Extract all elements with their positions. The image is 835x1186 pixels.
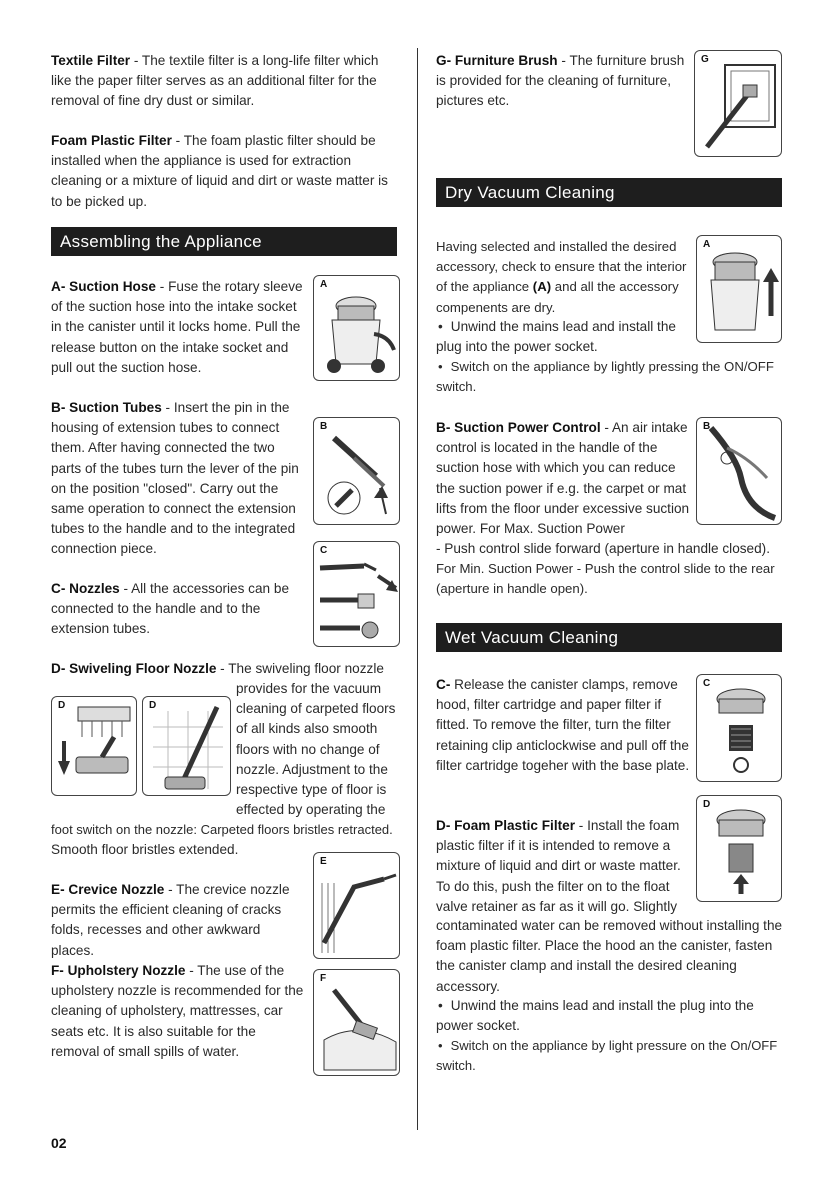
floor-nozzle-tail-1: foot switch on the nozzle: Carpeted floors bristles retracted. — [51, 822, 393, 837]
upholstery-nozzle-sep: - — [185, 963, 198, 978]
figure-a-label: A — [320, 279, 328, 290]
foam-filter-title: Foam Plastic Filter — [51, 133, 172, 148]
wet-d-paragraph — [436, 816, 690, 917]
floor-nozzle-line1: The swiveling floor nozzle — [228, 661, 384, 676]
wet-bullet-2-wrap — [436, 1036, 786, 1076]
figure-d1-floor-nozzle — [51, 696, 137, 796]
foam-filter-paragraph — [51, 131, 401, 212]
foam-filter-sep: - — [171, 133, 184, 148]
figure-b-power-control — [696, 417, 782, 525]
furniture-brush-body: The furniture brush is provided for the cleaning of furniture, pictures etc. — [436, 53, 685, 109]
figure-d-right-label: D — [703, 799, 711, 810]
figure-a-right-label: A — [703, 239, 711, 250]
crevice-nozzle-sep: - — [164, 882, 177, 897]
dry-bullet-1: • Unwind the mains lead and install the plug into the power socket. — [436, 319, 676, 354]
suction-tubes-sep: - — [161, 400, 174, 415]
dry-bullet-2-wrap — [436, 357, 786, 397]
power-control-title: B- Suction Power Control — [436, 420, 601, 435]
power-control-tail-1: - Push control slide forward (aperture in handle closed). — [436, 541, 770, 556]
crevice-nozzle-illustration — [314, 853, 401, 960]
figure-g-furniture-brush — [694, 50, 782, 157]
floor-nozzle-sep: - — [216, 661, 229, 676]
foam-filter-body: The foam plastic filter should be installed when the appliance is used for extraction cleaning or a mixture of liquid and dirt or waste matter is to be picked up. — [51, 133, 388, 209]
floor-nozzle-bristles-illustration — [52, 697, 138, 797]
figure-d2-floor-nozzle — [142, 696, 231, 796]
wet-bullet-1-wrap — [436, 996, 786, 1036]
suction-hose-sep: - — [155, 279, 169, 294]
column-divider — [417, 48, 418, 1130]
hose-handle-illustration — [697, 418, 783, 526]
filter-cartridge-removal-illustration — [697, 675, 783, 783]
furniture-brush-paragraph — [436, 51, 688, 112]
textile-filter-sep: - — [130, 53, 142, 68]
suction-hose-body: Fuse the rotary sleeve of the suction hose into the intake socket in the canister until it locks home. Pull the release button on the intake socket and pull out the suction hose. — [51, 279, 303, 375]
figure-a-dry-vacuum — [696, 235, 782, 343]
foam-filter-install-illustration — [697, 796, 783, 903]
vacuum-canister-open-illustration — [697, 236, 783, 344]
nozzles-paragraph — [51, 579, 307, 640]
figure-b-suction-tubes — [313, 417, 400, 525]
floor-nozzle-heading-line — [51, 659, 401, 679]
wet-d-sep: - — [575, 818, 588, 833]
dry-intro-pre: Having selected and installed the desired accessory, check to ensure that the interior of the appliance — [436, 239, 687, 295]
figure-d-wet — [696, 795, 782, 902]
figure-b-right-label: B — [703, 421, 711, 432]
suction-hose-paragraph — [51, 277, 307, 378]
suction-tubes-title: B- Suction Tubes — [51, 400, 162, 415]
dry-intro-paragraph — [436, 237, 688, 318]
wet-d-body: Install the foam plastic filter if it is intended to remove a mixture of liquid and dirt or waste matter. To do this, push the filter on to the float valve retainer as far as it will go. Slightly — [436, 818, 681, 914]
figure-b-label: B — [320, 421, 328, 432]
suction-hose-title: A- Suction Hose — [51, 279, 156, 294]
upholstery-nozzle-title: F- Upholstery Nozzle — [51, 963, 186, 978]
dry-bullet-1-wrap — [436, 317, 688, 357]
figure-c-label: C — [320, 545, 328, 556]
power-control-tail — [436, 539, 786, 600]
wet-d-tail — [436, 916, 786, 997]
upholstery-nozzle-body: The use of the upholstery nozzle is recommended for the cleaning of upholstery, mattresses, car seats etc. It is also suitable for the removal of small spills of water. — [51, 963, 304, 1059]
upholstery-nozzle-paragraph — [51, 961, 307, 1062]
wet-bullet-1: • Unwind the mains lead and install the plug into the power socket. — [436, 998, 754, 1033]
wet-c-body: Release the canister clamps, remove hood, filter cartridge and paper filter if fitted. To remove the filter, turn the filter retaining clip anticlockwise and pull off the filter cartridge togeher with the base plate. — [436, 677, 690, 773]
wet-bullet-2: • Switch on the appliance by light pressure on the On/OFF switch. — [436, 1038, 777, 1073]
furniture-brush-sep: - — [557, 53, 570, 68]
assembling-header: Assembling the Appliance — [51, 227, 397, 256]
floor-nozzle-title: D- Swiveling Floor Nozzle — [51, 661, 217, 676]
power-control-tail-2: For Min. Suction Power - Push the control slide to the rear (aperture in handle open). — [436, 561, 775, 597]
textile-filter-title: Textile Filter — [51, 53, 131, 68]
figure-g-label: G — [701, 54, 709, 65]
figure-d2-label: D — [149, 700, 157, 711]
furniture-brush-title: G- Furniture Brush — [436, 53, 558, 68]
power-control-paragraph — [436, 418, 691, 539]
figure-c-right-label: C — [703, 678, 711, 689]
vacuum-canister-illustration — [314, 276, 401, 382]
dry-vacuum-header: Dry Vacuum Cleaning — [436, 178, 782, 207]
dry-intro-bold: (A) — [532, 279, 552, 295]
furniture-brush-illustration — [695, 51, 783, 158]
floor-nozzle-body-wrap — [236, 679, 401, 820]
nozzles-title: C- Nozzles — [51, 581, 120, 596]
textile-filter-paragraph — [51, 51, 396, 112]
figure-f-label: F — [320, 973, 327, 984]
wet-d-title: D- Foam Plastic Filter — [436, 818, 575, 833]
nozzles-sep: - — [119, 581, 132, 596]
nozzles-body: All the accessories can be connected to the handle and to the extension tubes. — [51, 581, 289, 637]
page-number: 02 — [51, 1135, 67, 1151]
nozzle-set-illustration — [314, 542, 401, 648]
crevice-nozzle-title: E- Crevice Nozzle — [51, 882, 165, 897]
figure-e-crevice-nozzle — [313, 852, 400, 959]
power-control-body: An air intake control is located in the handle of the suction hose with which you can reduce the suction power if e.g. the carpet or mat lifts from the floor under excessive suction power. For Max. Suction Power — [436, 420, 690, 537]
figure-d1-label: D — [58, 700, 66, 711]
floor-nozzle-tail-2: Smooth floor bristles extended. — [51, 842, 239, 858]
dry-bullet-2: • Switch on the appliance by lightly pressing the ON/OFF switch. — [436, 359, 774, 394]
figure-c-nozzles — [313, 541, 400, 647]
figure-a-suction-hose — [313, 275, 400, 381]
upholstery-nozzle-illustration — [314, 970, 401, 1077]
textile-filter-body: The textile filter is a long-life filter which like the paper filter serves as an additional filter for the removal of fine dry dust or similar. — [51, 53, 379, 109]
wet-c-paragraph — [436, 675, 692, 776]
dry-intro-post: and all the accessory compenents are dry. — [436, 279, 679, 315]
wet-c-title: C- — [436, 677, 451, 692]
tube-connection-illustration — [314, 418, 401, 526]
floor-nozzle-body: provides for the vacuum cleaning of carpeted floors of all kinds also smooth floors with no change of nozzle. Adjustment to the respective type of floor is effected by operating the — [236, 681, 396, 818]
power-control-sep: - — [600, 420, 612, 435]
floor-nozzle-in-use-illustration — [143, 697, 232, 797]
figure-f-upholstery-nozzle — [313, 969, 400, 1076]
crevice-nozzle-paragraph — [51, 880, 307, 961]
crevice-nozzle-body: The crevice nozzle permits the efficient cleaning of cracks folds, recesses and other awkward places. — [51, 882, 290, 958]
wet-d-tail-text: contaminated water can be removed without installing the foam plastic filter. Place the hood an the canister, fasten the canister clamp and install the desired cleaning accessory. — [436, 918, 783, 994]
suction-tubes-body: Insert the pin in the housing of extension tubes to connect them. After having connected the two parts of the tubes turn the lever of the pin on the position "closed". Carry out the same operation to connect the extension tubes to the handle and to the integrated connection piece. — [51, 400, 299, 557]
suction-tubes-paragraph — [51, 398, 307, 560]
figure-c-wet — [696, 674, 782, 782]
wet-vacuum-header: Wet Vacuum Cleaning — [436, 623, 782, 652]
figure-e-label: E — [320, 856, 327, 867]
